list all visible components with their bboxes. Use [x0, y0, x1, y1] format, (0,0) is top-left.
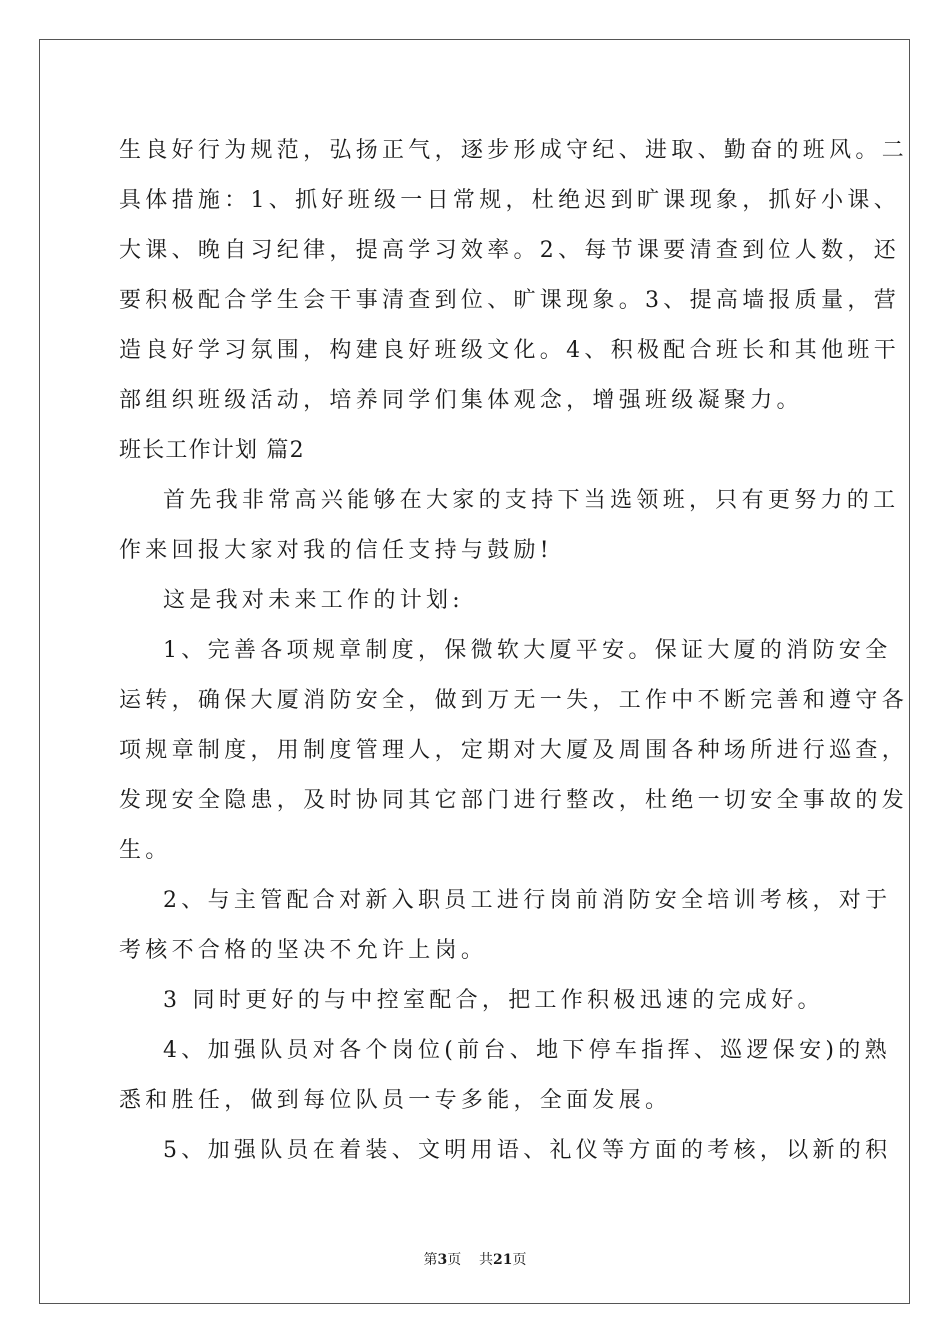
- footer-suffix: 页: [512, 1252, 527, 1268]
- text-line: 这是我对未来工作的计划:: [163, 588, 465, 613]
- text-line: 1、完善各项规章制度，保微软大厦平安。保证大厦的消防安全: [163, 638, 892, 663]
- text-line: 部组织班级活动，培养同学们集体观念，增强班级凝聚力。: [119, 388, 803, 413]
- total-page-number: 21: [493, 1252, 513, 1268]
- text-line: 生良好行为规范，弘扬正气，逐步形成守纪、进取、勤奋的班风。二: [119, 138, 909, 163]
- text-line: 项规章制度，用制度管理人，定期对大厦及周围各种场所进行巡查，: [119, 738, 909, 763]
- text-line: 运转，确保大厦消防安全，做到万无一失，工作中不断完善和遵守各: [119, 688, 909, 713]
- text-line: 4、加强队员对各个岗位(前台、地下停车指挥、巡逻保安)的熟: [163, 1038, 891, 1063]
- section-heading: 班长工作计划 篇2: [119, 438, 305, 463]
- page-footer: [0, 1249, 950, 1269]
- text-line: 大课、晚自习纪律，提高学习效率。2、每节课要清查到位人数，还: [119, 238, 900, 263]
- footer-mid: 页 共: [447, 1252, 494, 1268]
- text-line: 2、与主管配合对新入职员工进行岗前消防安全培训考核，对于: [163, 888, 892, 913]
- text-line: 生。: [119, 838, 172, 863]
- text-line: 考核不合格的坚决不允许上岗。: [119, 938, 488, 963]
- text-line: 3 同时更好的与中控室配合，把工作积极迅速的完成好。: [163, 988, 824, 1013]
- text-line: 5、加强队员在着装、文明用语、礼仪等方面的考核，以新的积: [163, 1138, 892, 1163]
- current-page-number: 3: [437, 1252, 448, 1268]
- text-line: 要积极配合学生会干事清查到位、旷课现象。3、提高墙报质量，营: [119, 288, 900, 313]
- text-line: 造良好学习氛围，构建良好班级文化。4、积极配合班长和其他班干: [119, 338, 900, 363]
- text-line: 作来回报大家对我的信任支持与鼓励!: [119, 538, 553, 563]
- footer-prefix: 第: [423, 1252, 438, 1268]
- text-line: 首先我非常高兴能够在大家的支持下当选领班，只有更努力的工: [163, 488, 900, 513]
- text-line: 悉和胜任，做到每位队员一专多能，全面发展。: [119, 1088, 672, 1113]
- text-line: 具体措施：1、抓好班级一日常规，杜绝迟到旷课现象，抓好小课、: [119, 188, 900, 213]
- text-line: 发现安全隐患，及时协同其它部门进行整改，杜绝一切安全事故的发: [119, 788, 909, 813]
